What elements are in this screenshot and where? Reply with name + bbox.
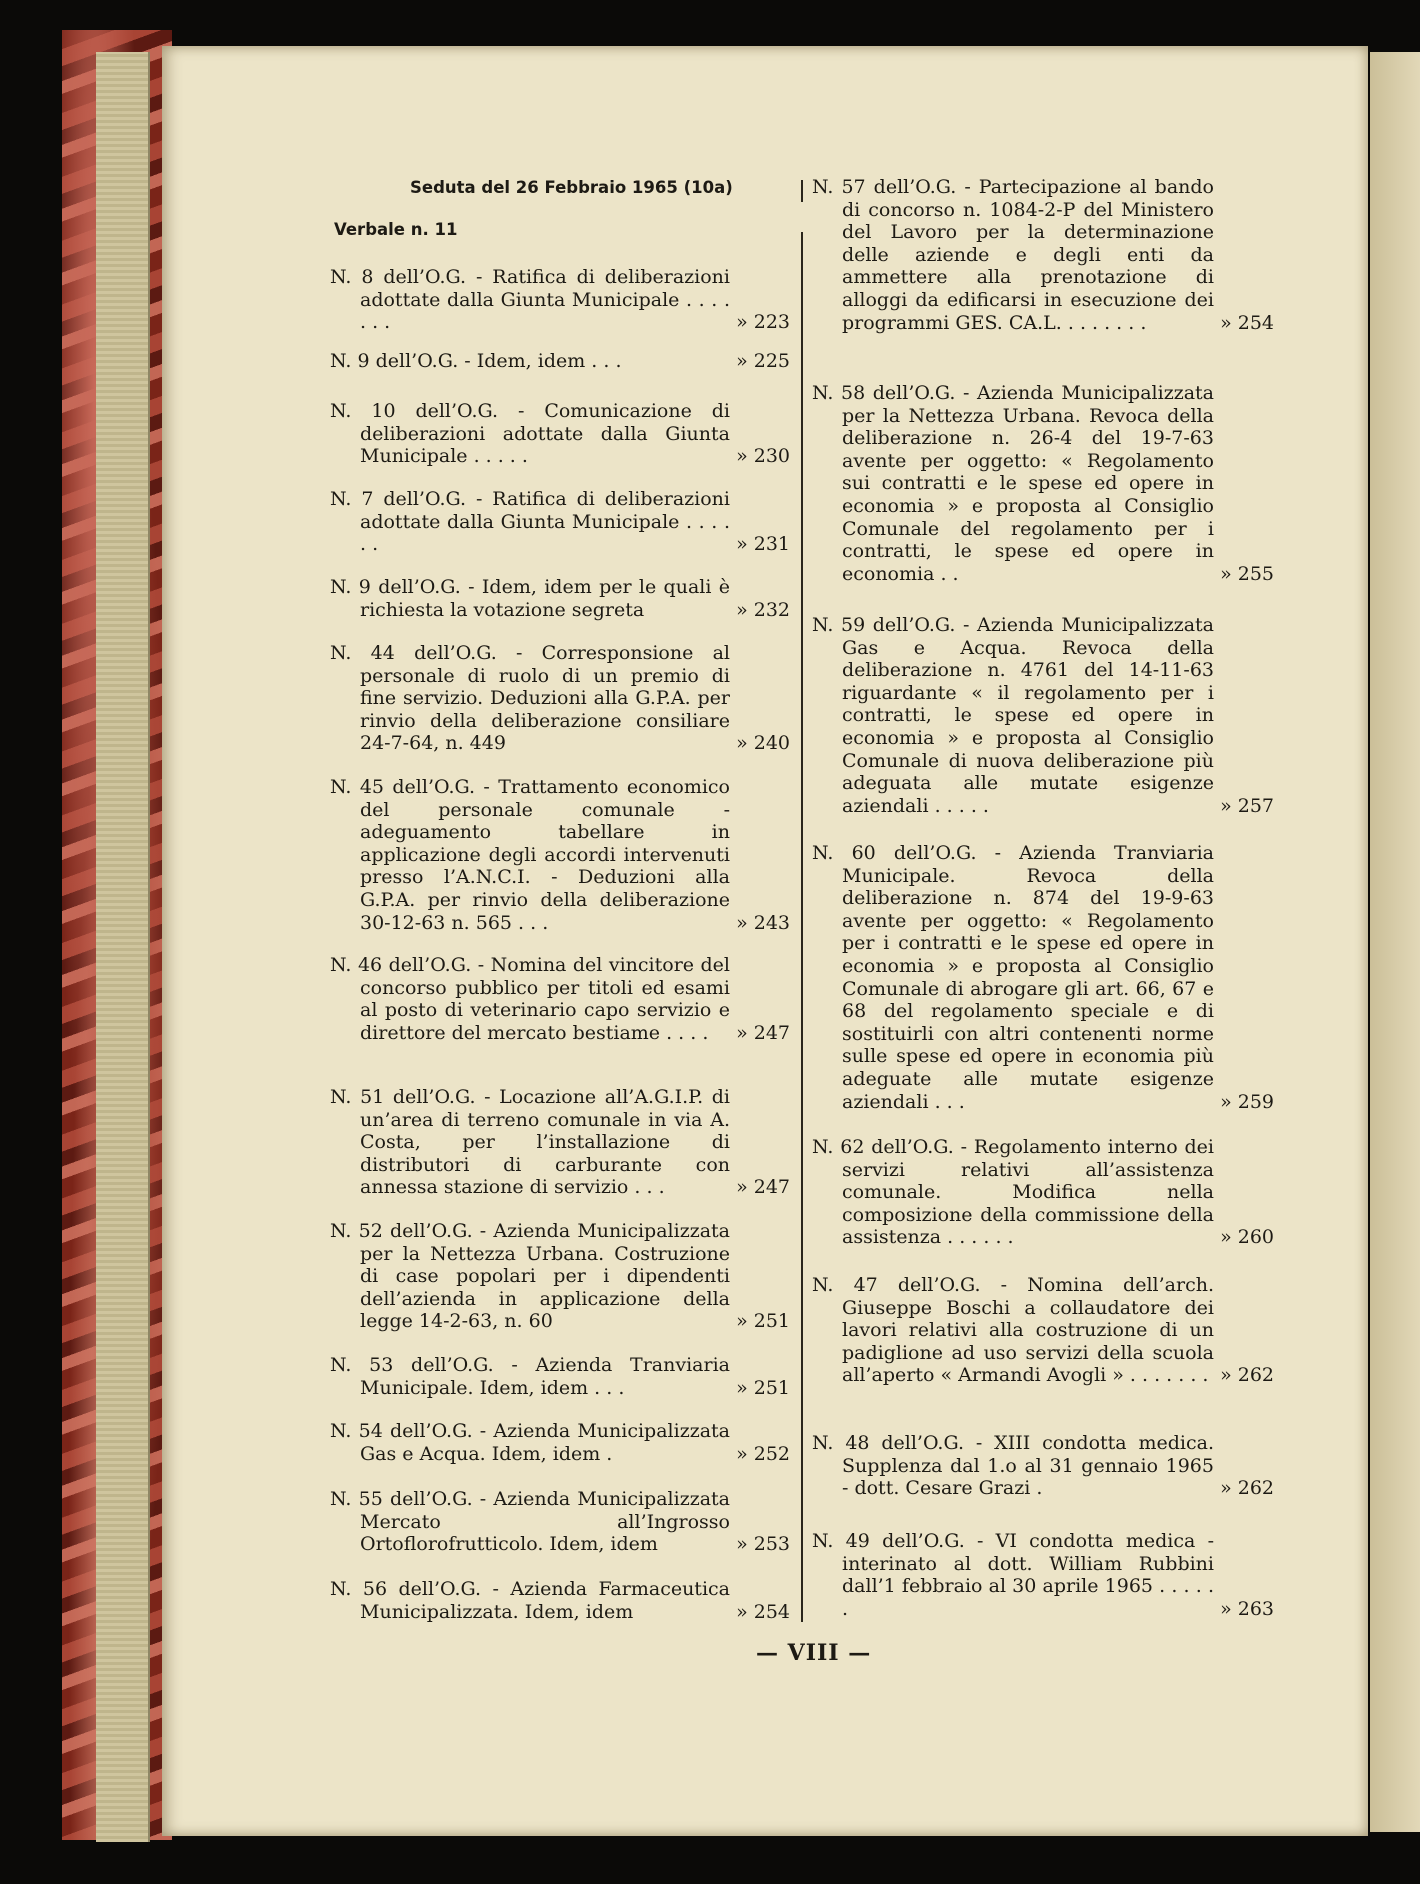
verbale-label: Verbale n. 11 [334,220,458,239]
page-ref: » 253 [736,1533,790,1556]
index-entry [330,1578,790,1623]
page-ref: » 223 [736,311,790,334]
index-entry [330,400,790,468]
book-spine [96,52,150,1842]
index-entry [330,350,790,373]
page-ref: » 251 [736,1376,790,1399]
entry-text: N. 55 dell’O.G. - Azienda Municipalizzata Mercato all’Ingrosso Ortoflorofrutticolo. Idem, idem [330,1488,730,1556]
index-entry [812,1274,1274,1387]
page-ref: » 254 [1220,311,1274,334]
page-ref: » 251 [736,1310,790,1333]
page-ref: » 247 [736,1176,790,1199]
entry-text: N. 59 dell’O.G. - Azienda Municipalizzata Gas e Acqua. Revoca della deliberazione n. 4761 del 14-11-63 riguardante « il regolamento per i contratti, le spese ed opere in economia » e proposta al Consiglio Comunale di nuova deliberazione più adeguata alle mutate esigenze aziendali . . . . . [812,614,1214,817]
page-ref: » 231 [736,533,790,556]
index-entry [812,842,1274,1113]
index-entry [330,1086,790,1199]
page-ref: » 259 [1220,1090,1274,1113]
page-ref: » 262 [1220,1477,1274,1500]
page-ref: » 260 [1220,1226,1274,1249]
entry-text: N. 10 dell’O.G. - Comunicazione di deliberazioni adottate dalla Giunta Municipale . . . . . [330,400,730,468]
entry-text: N. 7 dell’O.G. - Ratifica di deliberazioni adottate dalla Giunta Municipale . . . . . . [330,488,730,556]
index-entry [330,642,790,755]
index-entry [330,1220,790,1333]
entry-text: N. 47 dell’O.G. - Nomina dell’arch. Giuseppe Boschi a collaudatore dei lavori relativi alla costruzione di un padiglione ad uso servizi della scuola all’aperto « Armandi Avogli » . . . . . . . [812,1274,1214,1387]
entry-text: N. 54 dell’O.G. - Azienda Municipalizzata Gas e Acqua. Idem, idem . [330,1420,730,1465]
page-ref: » 255 [1220,562,1274,585]
entry-text: N. 62 dell’O.G. - Regolamento interno dei servizi relativi all’assistenza comunale. Modifica nella composizione della commissione della assistenza . . . . . . [812,1136,1214,1249]
entry-text: N. 53 dell’O.G. - Azienda Tranviaria Municipale. Idem, idem . . . [330,1354,730,1399]
index-entry [330,776,790,934]
entry-text: N. 9 dell’O.G. - Idem, idem . . . [330,350,622,372]
index-entry [812,1136,1274,1249]
entry-text: N. 8 dell’O.G. - Ratifica di deliberazioni adottate dalla Giunta Municipale . . . . . . . [330,266,730,334]
index-entry [330,954,790,1044]
entry-text: N. 44 dell’O.G. - Corresponsione al personale di ruolo di un premio di fine servizio. Deduzioni alla G.P.A. per rinvio della deliberazione consiliare 24-7-64, n. 449 [330,642,730,755]
entry-text: N. 57 dell’O.G. - Partecipazione al bando di concorso n. 1084-2-P del Ministero del Lavoro per la determinazione delle aziende e degli enti da ammettere alla prenotazione di alloggi da edificarsi in esecuzione dei programmi GES. CA.L. . . . . . . . [812,176,1214,334]
page-ref: » 254 [736,1600,790,1623]
page-ref: » 225 [736,350,790,372]
entry-text: N. 9 dell’O.G. - Idem, idem per le quali è richiesta la votazione segreta [330,576,730,621]
entry-text: N. 60 dell’O.G. - Azienda Tranviaria Municipale. Revoca della deliberazione n. 874 del 19-9-63 avente per oggetto: « Regolamento per i contratti e le spese ed opere in economia » e proposta al Consiglio Comunale di abrogare gli art. 66, 67 e 68 del regolamento speciale e di sostituirli con altri contenenti norme sulle spese ed opere in economia più adeguate alle mutate esigenze aziendali . . . [812,842,1214,1113]
entry-text: N. 46 dell’O.G. - Nomina del vincitore del concorso pubblico per titoli ed esami al posto di veterinario capo servizio e direttore del mercato bestiame . . . . [330,954,730,1044]
entry-text: N. 48 dell’O.G. - XIII condotta medica. Supplenza dal 1.o al 31 gennaio 1965 - dott. Cesare Grazi . [812,1432,1214,1500]
page-number: — VIII — [756,1640,872,1666]
column-divider-top [801,180,803,202]
column-divider [801,232,803,1622]
index-entry [330,488,790,556]
entry-text: N. 49 dell’O.G. - VI condotta medica - interinato al dott. William Rubbini dall’1 febbraio al 30 aprile 1965 . . . . . . [812,1530,1214,1620]
page-ref: » 252 [736,1442,790,1465]
index-entry [330,1488,790,1556]
page-ref: » 262 [1220,1364,1274,1387]
page-ref: » 240 [736,732,790,755]
entry-text: N. 56 dell’O.G. - Azienda Farmaceutica Municipalizzata. Idem, idem [330,1578,730,1623]
adjacent-page-edge [1370,52,1420,1832]
entry-text: N. 51 dell’O.G. - Locazione all’A.G.I.P. di un’area di terreno comunale in via A. Costa, per l’installazione di distributori di carburante con annessa stazione di servizio . . . [330,1086,730,1199]
index-entry [330,1420,790,1465]
page-ref: » 247 [736,1021,790,1044]
entry-text: N. 58 dell’O.G. - Azienda Municipalizzata per la Nettezza Urbana. Revoca della deliberazione n. 26-4 del 19-7-63 avente per oggetto: « Regolamento sui contratti e le spese ed opere in economia » e proposta al Consiglio Comunale del regolamento per i contratti, le spese ed opere in economia . . [812,382,1214,585]
page-ref: » 263 [1220,1597,1274,1620]
entry-text: N. 45 dell’O.G. - Trattamento economico del personale comunale - adeguamento tabellare in applicazione degli accordi intervenuti presso l’A.N.C.I. - Deduzioni alla G.P.A. per rinvio della deliberazione 30-12-63 n. 565 . . . [330,776,730,934]
session-heading: Seduta del 26 Febbraio 1965 (10a) [410,178,733,197]
index-entry [330,266,790,334]
page-ref: » 257 [1220,794,1274,817]
index-entry [812,382,1274,585]
index-entry [330,576,790,621]
page-ref: » 230 [736,445,790,468]
index-entry [330,1354,790,1399]
index-entry [812,176,1274,334]
index-entry [812,1530,1274,1620]
index-entry [812,614,1274,817]
index-entry [812,1432,1274,1500]
page-ref: » 232 [736,598,790,621]
page-ref: » 243 [736,911,790,934]
entry-text: N. 52 dell’O.G. - Azienda Municipalizzata per la Nettezza Urbana. Costruzione di case popolari per i dipendenti dell’azienda in applicazione della legge 14-2-63, n. 60 [330,1220,730,1333]
